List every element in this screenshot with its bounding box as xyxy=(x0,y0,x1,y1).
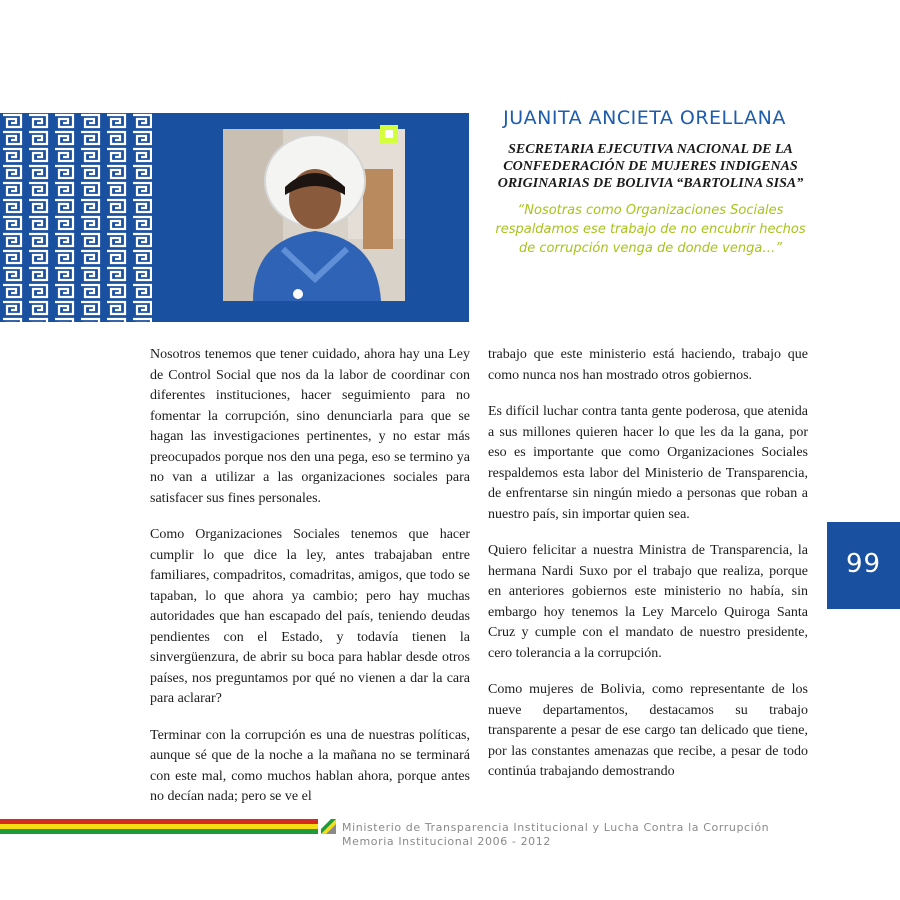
footer-text xyxy=(342,821,769,849)
flag-green-band xyxy=(0,829,318,834)
portrait-photo xyxy=(223,129,405,301)
paragraph: Quiero felicitar a nuestra Ministra de Transparencia, la hermana Nardi Suxo por el trabajo que realiza, porque en anteriores gobiernos este ministerio no había, sin embargo hoy tenemos la Ley Marcelo Quiroga Santa Cruz y cumple con el mandato de nuestro presidente, cero tolerancia a la corrupción. xyxy=(488,543,808,661)
quote-line: “Nosotras como Organizaciones Sociales xyxy=(517,203,784,218)
position-line: CONFEDERACIÓN DE MUJERES INDIGENAS xyxy=(503,159,798,174)
position-line: ORIGINARIAS DE BOLIVIA “BARTOLINA SISA” xyxy=(497,176,804,191)
ministry-logo-icon xyxy=(321,819,336,834)
position-title xyxy=(478,141,823,192)
footer-line-1: Ministerio de Transparencia Institucional y Lucha Contra la Corrupción xyxy=(342,821,770,834)
flag-stripe xyxy=(0,819,318,834)
page-number-tab xyxy=(827,522,900,609)
paragraph: Como Organizaciones Sociales tenemos que hacer cumplir lo que dice la ley, antes trabajaban entre familiares, compadritos, comadritas, amigos, que todo se tapaban, lo que ahora ya cambio; pero hay muchas autoridades que han escapado del país, teniendo deudas pendientes con el Estado, y todavía tienen la sinvergüenzura, de abrir su boca para hablar desde otros países, nos preguntamos por qué no vienen a dar la cara para aclarar? xyxy=(150,527,470,706)
header-banner xyxy=(0,113,469,322)
paragraph: Es difícil luchar contra tanta gente poderosa, que atenida a sus millones quieren hacer lo que les da la gana, por eso es importante que como Organizaciones Sociales respaldemos esta labor del Ministerio de Transparencia, de enfrentarse sin ningún miedo a personas que roban a nuestro país, sin importar quien sea. xyxy=(488,404,808,522)
paragraph: Nosotros tenemos que tener cuidado, ahora hay una Ley de Control Social que nos da la labor de coordinar con diferentes instituciones, hacer seguimiento para no fomentar la corrupción, sino denunciarla para que se hagan las investigaciones pertinentes, y no estar más preocupados porque nos den una pega, eso se termino ya no van a utilizar a las organizaciones sociales para satisfacer sus fines personales. xyxy=(150,347,470,506)
footer-line-2: Memoria Institucional 2006 - 2012 xyxy=(342,835,551,848)
person-name: JUANITA ANCIETA ORELLANA xyxy=(503,107,786,129)
position-line: SECRETARIA EJECUTIVA NACIONAL DE LA xyxy=(508,142,793,157)
page-number: 99 xyxy=(845,549,882,579)
body-column-left xyxy=(150,345,470,824)
paragraph: Terminar con la corrupción es una de nuestras políticas, aunque sé que de la noche a la mañana no se terminará con este mal, como muchos hablan ahora, porque antes no decían nada; pero se ve el xyxy=(150,727,470,804)
portrait-icon xyxy=(223,129,405,301)
pull-quote xyxy=(478,201,823,258)
body-column-right xyxy=(488,345,808,799)
accent-square-icon xyxy=(380,125,398,143)
paragraph: Como mujeres de Bolivia, como representante de los nueve departamentos, destacamos su trabajo transparente a pesar de ese cargo tan delicado que tiene, por las constantes amenazas que recibe, a pesar de todo continúa trabajando demostrando xyxy=(488,682,808,779)
quote-line: respaldamos ese trabajo de no encubrir hechos xyxy=(495,222,806,237)
quote-line: de corrupción venga de donde venga…” xyxy=(518,241,783,256)
greek-key-pattern xyxy=(0,113,152,322)
paragraph: trabajo que este ministerio está haciendo, trabajo que como nunca nos han mostrado otros gobiernos. xyxy=(488,347,808,383)
